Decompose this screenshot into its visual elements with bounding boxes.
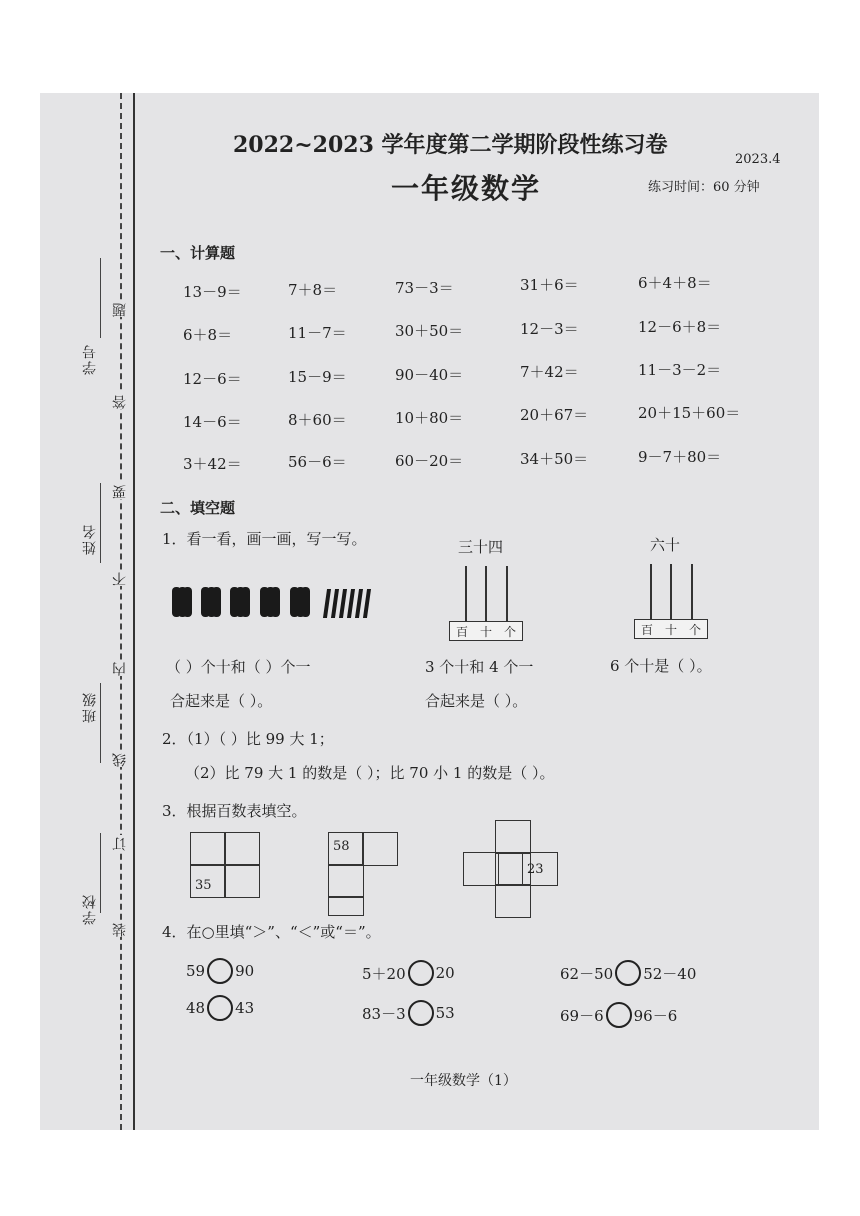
grid-cell-23: [522, 852, 558, 886]
place-tens: 十: [479, 624, 492, 639]
exam-title: 2022~2023 学年度第二学期阶段性练习卷: [233, 132, 668, 158]
calc-item: 7＋42＝: [520, 363, 579, 381]
grid-cell-35: [190, 864, 226, 898]
compare-item: [362, 1000, 455, 1026]
grid-cell: [224, 864, 260, 898]
compare-left: 62－50: [560, 964, 614, 983]
grid-cell: [328, 896, 364, 916]
grid-number: 23: [527, 861, 544, 877]
compare-left: 48: [186, 999, 206, 1017]
grid-cell: [463, 852, 499, 886]
calc-item: 12－6＋8＝: [638, 318, 722, 336]
answer-circle[interactable]: [615, 960, 641, 986]
compare-left: 5＋20: [362, 964, 406, 983]
grid-cell: [362, 832, 398, 866]
answer-circle[interactable]: [207, 958, 233, 984]
q2-line1: 2．（1）（ ）比 99 大 1；: [162, 730, 334, 748]
seal-word-6: 线: [112, 751, 128, 767]
compare-right: 53: [435, 1004, 455, 1022]
compare-item: [560, 1002, 677, 1028]
calc-item: 8＋60＝: [288, 411, 347, 429]
q3-prompt: 3．根据百数表填空。: [162, 802, 307, 820]
exam-date: 2023.4: [735, 152, 781, 167]
q1-prompt: 1．看一看，画一画，写一写。: [162, 530, 367, 548]
calc-item: 90－40＝: [395, 366, 464, 384]
answer-circle[interactable]: [606, 1002, 632, 1028]
calc-item: 12－6＝: [183, 370, 242, 388]
compare-left: 69－6: [560, 1006, 604, 1025]
compare-left: 83－3: [362, 1004, 406, 1023]
stick-bundle: [260, 587, 280, 617]
field-student-id: 学号: [82, 343, 98, 375]
seal-word-7: 订: [112, 835, 128, 851]
compare-right: 20: [435, 964, 455, 982]
answer-circle[interactable]: [408, 1000, 434, 1026]
q1-b-line2: 合起来是（ ）。: [425, 692, 528, 710]
stick-bundle: [201, 587, 221, 617]
calc-item: 7＋8＝: [288, 281, 338, 299]
school-underline: [100, 833, 101, 913]
exam-duration: 练习时间：60 分钟: [648, 180, 760, 195]
name-underline: [100, 483, 101, 563]
field-school: 学校: [82, 893, 98, 925]
q1-a-line1: （ ）个十和（ ）个一: [166, 658, 311, 676]
q2-line2: （2）比 79 大 1 的数是（ ）；比 70 小 1 的数是（ ）。: [185, 764, 555, 782]
abacus-rod: [485, 566, 487, 621]
seal-word-3: 要: [112, 483, 128, 499]
abacus-place-labels: [634, 619, 708, 639]
calc-item: 11－7＝: [288, 324, 347, 342]
calc-item: 30＋50＝: [395, 322, 464, 340]
grid-number: 35: [195, 878, 212, 893]
section1-heading: 一、计算题: [160, 244, 236, 262]
calc-item: 10＋80＝: [395, 409, 464, 427]
q4-prompt: 4．在○里填“＞”、“＜”或“＝”。: [162, 923, 381, 941]
field-name: 姓名: [82, 523, 98, 555]
stick-bundle: [172, 587, 192, 617]
abacus-rod: [650, 564, 652, 619]
q1-c-line1: 6 个十是（ ）。: [610, 657, 712, 675]
grid-cell: [224, 832, 260, 866]
calc-item: 6＋8＝: [183, 326, 233, 344]
calc-item: 56－6＝: [288, 453, 347, 471]
stick-bundle: [290, 587, 310, 617]
grid-number: 58: [333, 839, 350, 854]
abacus-rod: [691, 564, 693, 619]
q1-label-a: 三十四: [458, 538, 504, 556]
q1-label-b: 六十: [650, 536, 681, 554]
calc-item: 6＋4＋8＝: [638, 274, 712, 292]
compare-item: [362, 960, 455, 986]
field-class: 班级: [82, 691, 98, 723]
seal-word-5: 内: [112, 660, 128, 676]
compare-item: [186, 958, 254, 984]
calc-item: 15－9＝: [288, 368, 347, 386]
grid-cell: [190, 832, 226, 866]
grid-cell: [495, 884, 531, 918]
calc-item: 3＋42＝: [183, 455, 242, 473]
seal-word-4: 不: [112, 570, 128, 586]
stick-bundle: [230, 587, 250, 617]
calc-item: 34＋50＝: [520, 450, 589, 468]
answer-circle[interactable]: [408, 960, 434, 986]
compare-right: 90: [235, 962, 255, 980]
abacus-rod: [465, 566, 467, 621]
place-ones: 个: [688, 622, 701, 637]
calc-item: 60－20＝: [395, 452, 464, 470]
calc-item: 73－3＝: [395, 279, 454, 297]
abacus-rod: [506, 566, 508, 621]
calc-item: 20＋67＝: [520, 406, 589, 424]
compare-right: 52－40: [643, 964, 697, 983]
abacus-rod: [670, 564, 672, 619]
place-hundreds: 百: [455, 624, 468, 639]
grid-cell: [328, 864, 364, 898]
place-ones: 个: [503, 624, 516, 639]
seal-word-8: 装: [112, 921, 128, 937]
abacus-place-labels: [449, 621, 523, 641]
calc-item: 31＋6＝: [520, 276, 579, 294]
q1-b-line1: 3 个十和 4 个一: [425, 658, 534, 676]
compare-item: [186, 995, 254, 1021]
compare-left: 59: [186, 962, 206, 980]
seal-word-2: 答: [112, 393, 128, 409]
calc-item: 20＋15＋60＝: [638, 404, 741, 422]
page-footer: 一年级数学（1）: [410, 1073, 517, 1089]
q1-a-line2: 合起来是（ ）。: [170, 692, 273, 710]
calc-item: 9－7＋80＝: [638, 448, 722, 466]
binding-line: [133, 93, 135, 1130]
binding-dashed-line: [120, 93, 122, 1130]
compare-right: 96－6: [633, 1006, 678, 1025]
exam-subtitle: 一年级数学: [391, 172, 542, 205]
calc-item: 12－3＝: [520, 320, 579, 338]
section2-heading: 二、填空题: [160, 499, 236, 517]
seal-word-1: 题: [112, 301, 128, 317]
calc-item: 11－3－2＝: [638, 361, 722, 379]
calc-item: 14－6＝: [183, 413, 242, 431]
grid-cell: [495, 820, 531, 854]
grid-cell-58: [328, 832, 364, 866]
student-id-underline: [100, 258, 101, 338]
compare-right: 43: [235, 999, 255, 1017]
compare-item: [560, 960, 696, 986]
answer-circle[interactable]: [207, 995, 233, 1021]
calc-item: 13－9＝: [183, 283, 242, 301]
place-hundreds: 百: [640, 622, 653, 637]
class-underline: [100, 683, 101, 763]
place-tens: 十: [664, 622, 677, 637]
